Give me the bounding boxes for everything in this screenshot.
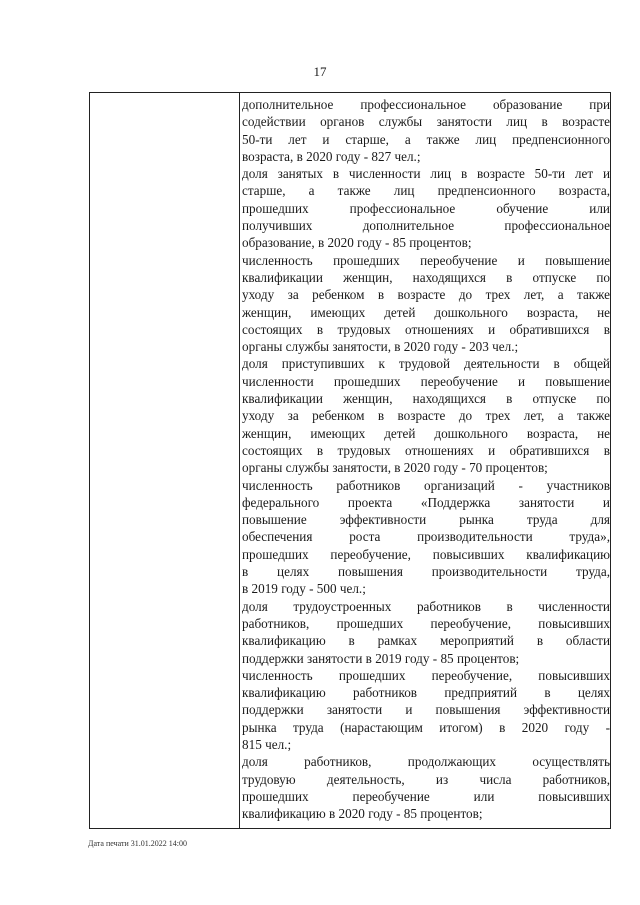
text-line: численности прошедших переобучение и повышение: [242, 373, 610, 389]
text-line: доля занятых в численности лиц в возрасте 50-ти лет и: [242, 166, 610, 182]
text-line: доля работников, продолжающих осуществлять: [242, 754, 610, 770]
text-line: органы службы занятости, в 2020 году - 70 процентов;: [242, 460, 548, 476]
text-line: прошедших профессиональное обучение или: [242, 200, 610, 216]
text-line: численность работников организаций - участников: [242, 477, 610, 493]
text-line: получивших дополнительное профессиональное: [242, 218, 610, 234]
text-line: поддержки занятости и повышения эффективности: [242, 702, 610, 718]
text-line: федерального проекта «Поддержка занятости и: [242, 494, 610, 510]
text-line: доля трудоустроенных работников в численности: [242, 598, 610, 614]
text-line: повышение эффективности рынка труда для: [242, 512, 610, 528]
text-line: квалификации женщин, находящихся в отпуске по: [242, 391, 610, 407]
text-line: доля приступивших к трудовой деятельности в общей: [242, 356, 610, 372]
text-line: уходу за ребенком в возрасте до трех лет, а также: [242, 408, 610, 424]
text-line: дополнительное профессиональное образование при: [242, 97, 610, 112]
text-line: женщин, имеющих детей дошкольного возраста, не: [242, 425, 610, 441]
text-line: квалификации женщин, находящихся в отпуске по: [242, 269, 610, 285]
table-left-cell: [90, 93, 240, 828]
text-line: содействии органов службы занятости лиц в возрасте: [242, 114, 610, 130]
table-right-cell: [242, 96, 610, 822]
text-line: прошедших переобучение, повысивших квалификацию: [242, 546, 610, 562]
text-line: возраста, в 2020 году - 827 чел.;: [242, 148, 421, 164]
text-line: органы службы занятости, в 2020 году - 203 чел.;: [242, 339, 519, 355]
text-line: численность прошедших переобучение и повышение: [242, 252, 610, 268]
text-line: численность прошедших переобучение, повысивших: [242, 667, 610, 683]
text-line: прошедших переобучение или повысивших: [242, 788, 610, 804]
text-line: в 2019 году - 500 чел.;: [242, 581, 366, 597]
text-line: 50-ти лет и старше, а также лиц предпенсионного: [242, 131, 610, 147]
text-line: состоящих в трудовых отношениях и обратившихся в: [242, 442, 610, 458]
text-line: в целях повышения производительности труда,: [242, 564, 610, 580]
text-line: образование, в 2020 году - 85 процентов;: [242, 235, 472, 251]
text-line: работников, прошедших переобучение, повысивших: [242, 615, 610, 631]
print-date-footer: Дата печати 31.01.2022 14:00: [88, 839, 187, 848]
text-line: 815 чел.;: [242, 736, 292, 752]
page-number: 17: [313, 64, 327, 79]
text-line: обеспечения роста производительности труда»,: [242, 529, 610, 545]
document-table: [89, 92, 611, 829]
text-line: трудовую деятельность, из числа работников,: [242, 771, 610, 787]
text-line: состоящих в трудовых отношениях и обратившихся в: [242, 321, 610, 337]
text-line: старше, а также лиц предпенсионного возраста,: [242, 183, 610, 199]
text-line: поддержки занятости в 2019 году - 85 процентов;: [242, 650, 520, 666]
text-line: квалификацию работников предприятий в целях: [242, 685, 610, 701]
text-line: уходу за ребенком в возрасте до трех лет, а также: [242, 287, 610, 303]
text-line: женщин, имеющих детей дошкольного возраста, не: [242, 304, 610, 320]
text-line: квалификацию в рамках мероприятий в области: [242, 633, 610, 649]
text-line: квалификацию в 2020 году - 85 процентов;: [242, 806, 483, 822]
text-line: рынка труда (нарастающим итогом) в 2020 году -: [242, 719, 610, 735]
